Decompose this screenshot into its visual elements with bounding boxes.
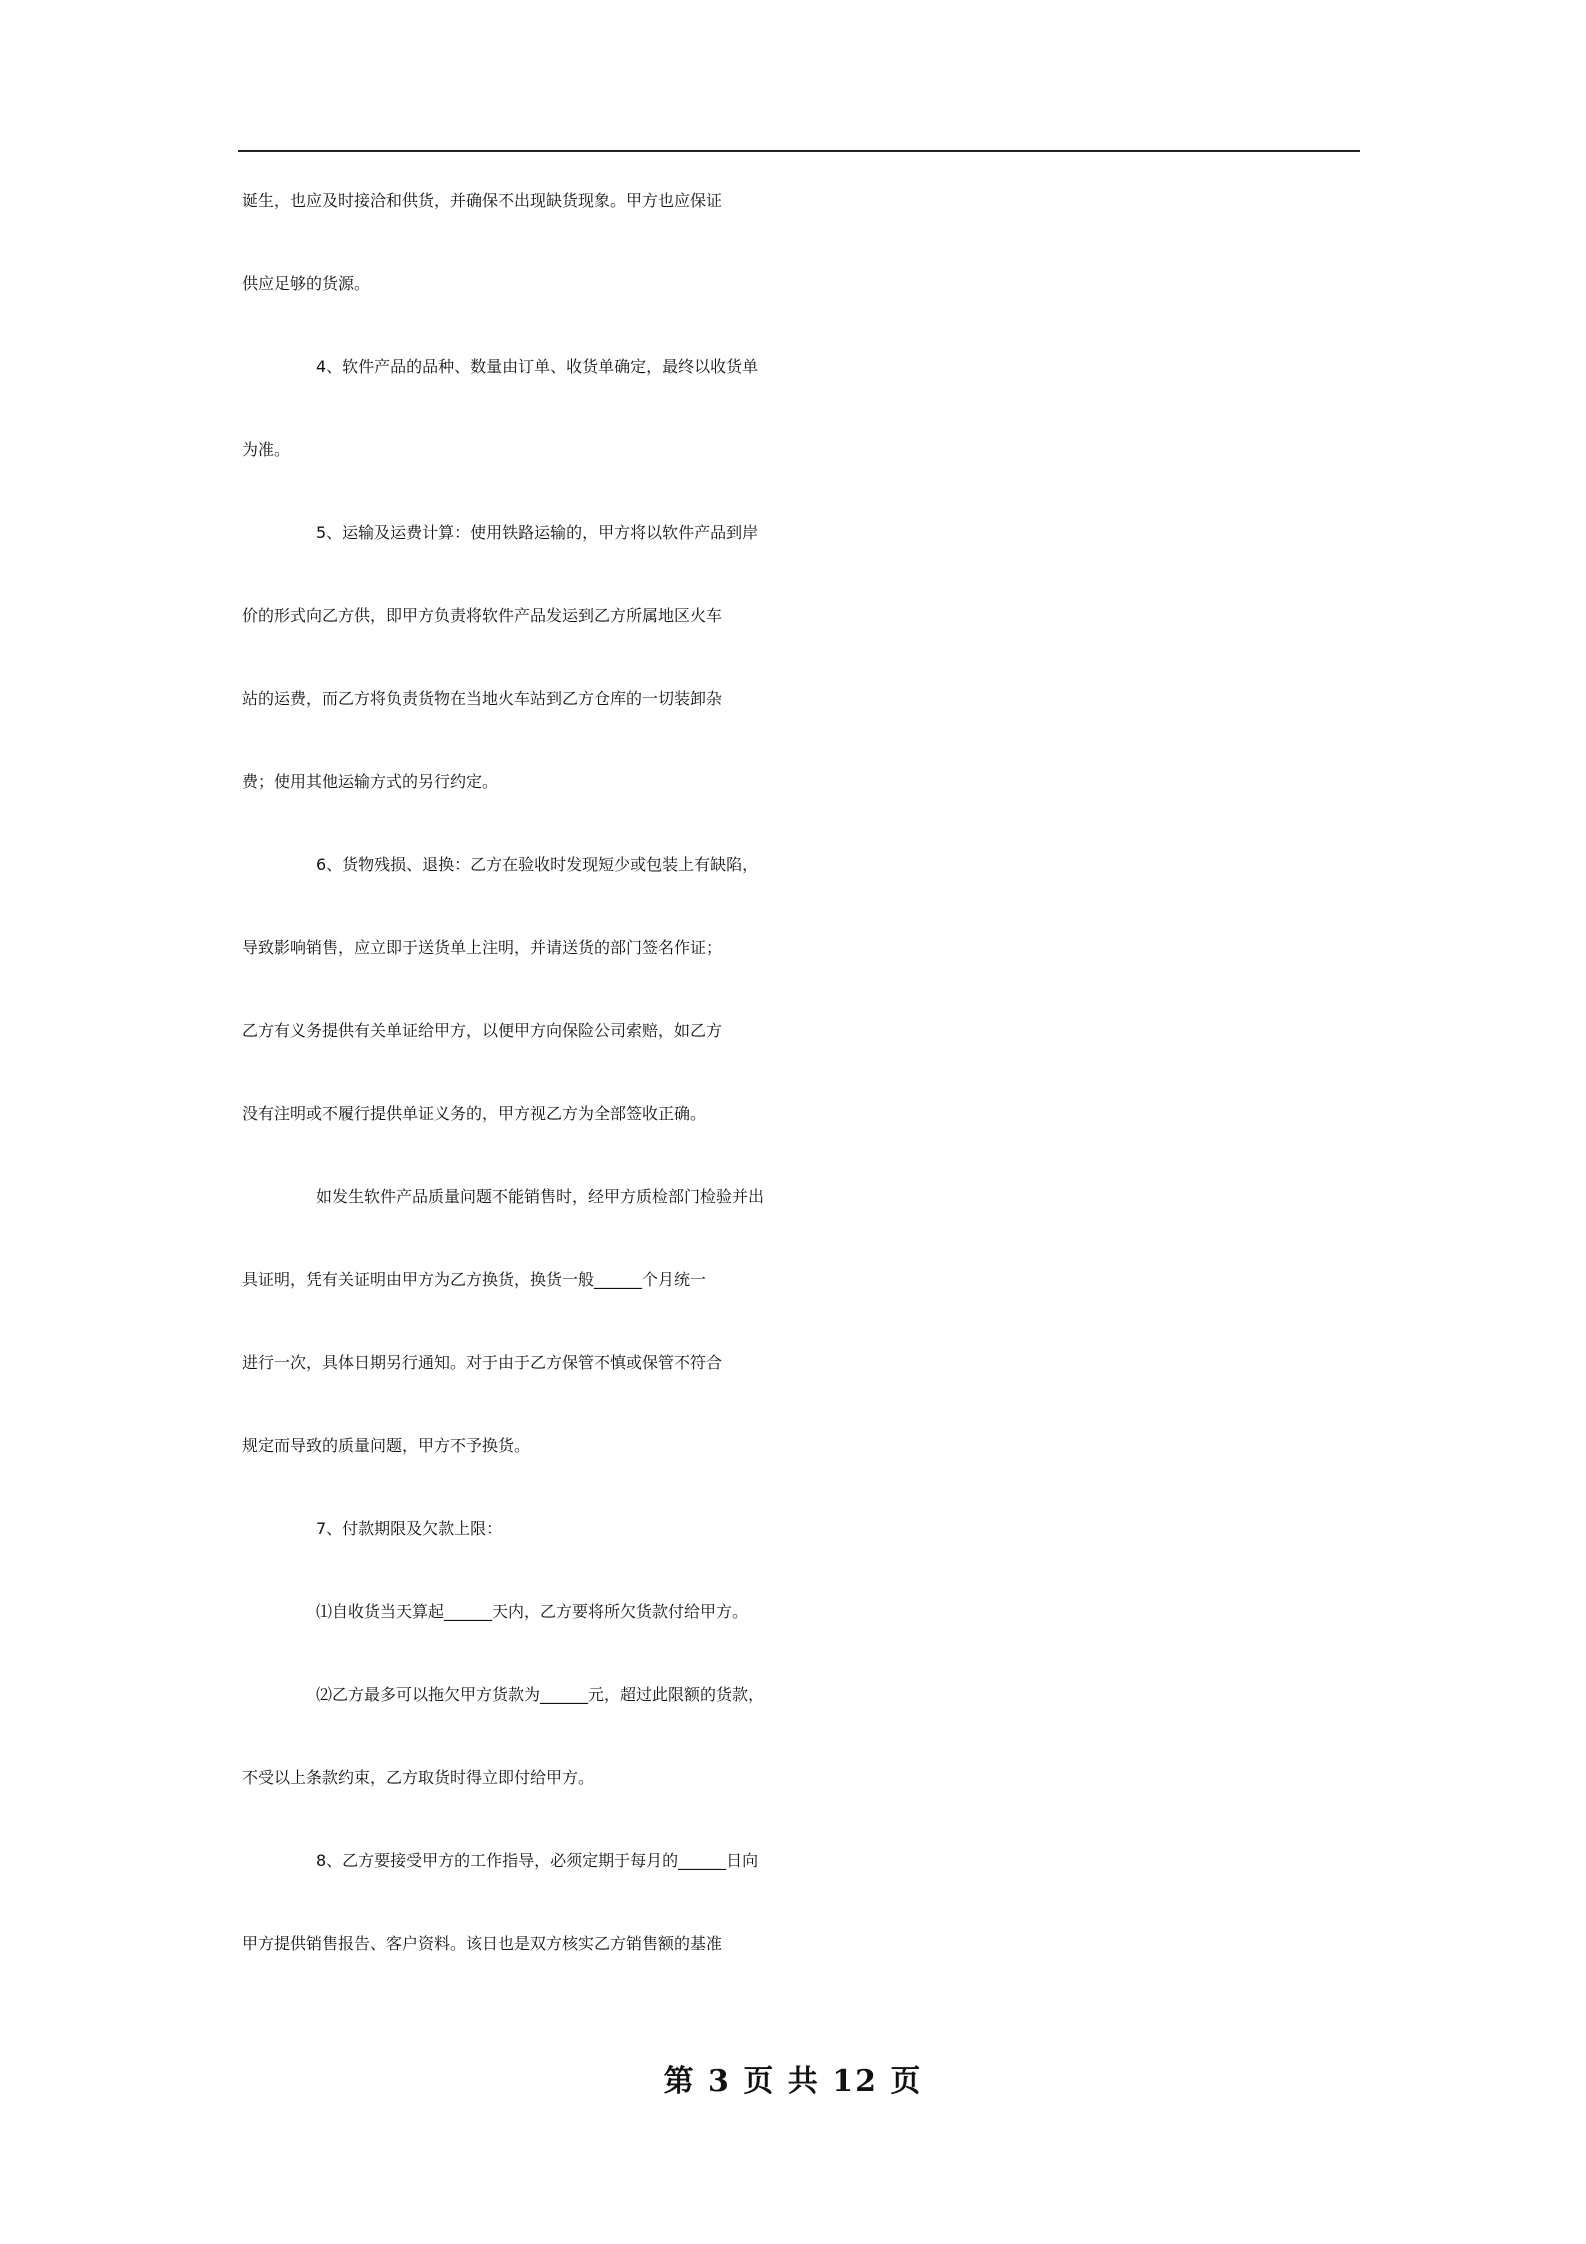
text-line: 乙方有义务提供有关单证给甲方，以便甲方向保险公司索赔，如乙方	[242, 1021, 723, 1040]
page-number-footer: 第 3 页 共 12 页	[663, 2064, 923, 2099]
text-line: 供应足够的货源。	[242, 274, 371, 293]
text-line: 导致影响销售，应立即于送货单上注明，并请送货的部门签名作证；	[242, 938, 723, 957]
text-line: 规定而导致的质量问题，甲方不予换货。	[242, 1436, 531, 1455]
clause-7-item-2-line: ⑵乙方最多可以拖欠甲方货款为______元，超过此限额的货款，	[316, 1685, 765, 1704]
clause-7-line: 7、付款期限及欠款上限：	[316, 1519, 503, 1538]
clause-7-item-1-line: ⑴自收货当天算起______天内，乙方要将所欠货款付给甲方。	[316, 1602, 749, 1621]
clause-4-line: 4、软件产品的品种、数量由订单、收货单确定，最终以收货单	[316, 357, 759, 376]
text-line: 诞生，也应及时接洽和供货，并确保不出现缺货现象。甲方也应保证	[242, 191, 723, 210]
text-line: 没有注明或不履行提供单证义务的，甲方视乙方为全部签收正确。	[242, 1104, 707, 1123]
text-line: 具证明，凭有关证明由甲方为乙方换货，换货一般______个月统一	[242, 1270, 707, 1289]
text-line: 为准。	[242, 440, 291, 459]
paragraph-quality-line: 如发生软件产品质量问题不能销售时，经甲方质检部门检验并出	[316, 1187, 765, 1206]
text-line: 进行一次，具体日期另行通知。对于由于乙方保管不慎或保管不符合	[242, 1353, 723, 1372]
text-line: 价的形式向乙方供，即甲方负责将软件产品发运到乙方所属地区火车	[242, 606, 723, 625]
clause-5-line: 5、运输及运费计算：使用铁路运输的，甲方将以软件产品到岸	[316, 523, 759, 542]
document-body	[242, 188, 1362, 2014]
clause-6-line: 6、货物残损、退换：乙方在验收时发现短少或包装上有缺陷，	[316, 855, 759, 874]
text-line: 费；使用其他运输方式的另行约定。	[242, 772, 499, 791]
clause-8-line: 8、乙方要接受甲方的工作指导，必须定期于每月的______日向	[316, 1851, 759, 1870]
text-line: 甲方提供销售报告、客户资料。该日也是双方核实乙方销售额的基准	[242, 1934, 723, 1953]
text-line: 站的运费，而乙方将负责货物在当地火车站到乙方仓库的一切装卸杂	[242, 689, 723, 708]
header-rule	[238, 150, 1360, 152]
text-line: 不受以上条款约束，乙方取货时得立即付给甲方。	[242, 1768, 595, 1787]
